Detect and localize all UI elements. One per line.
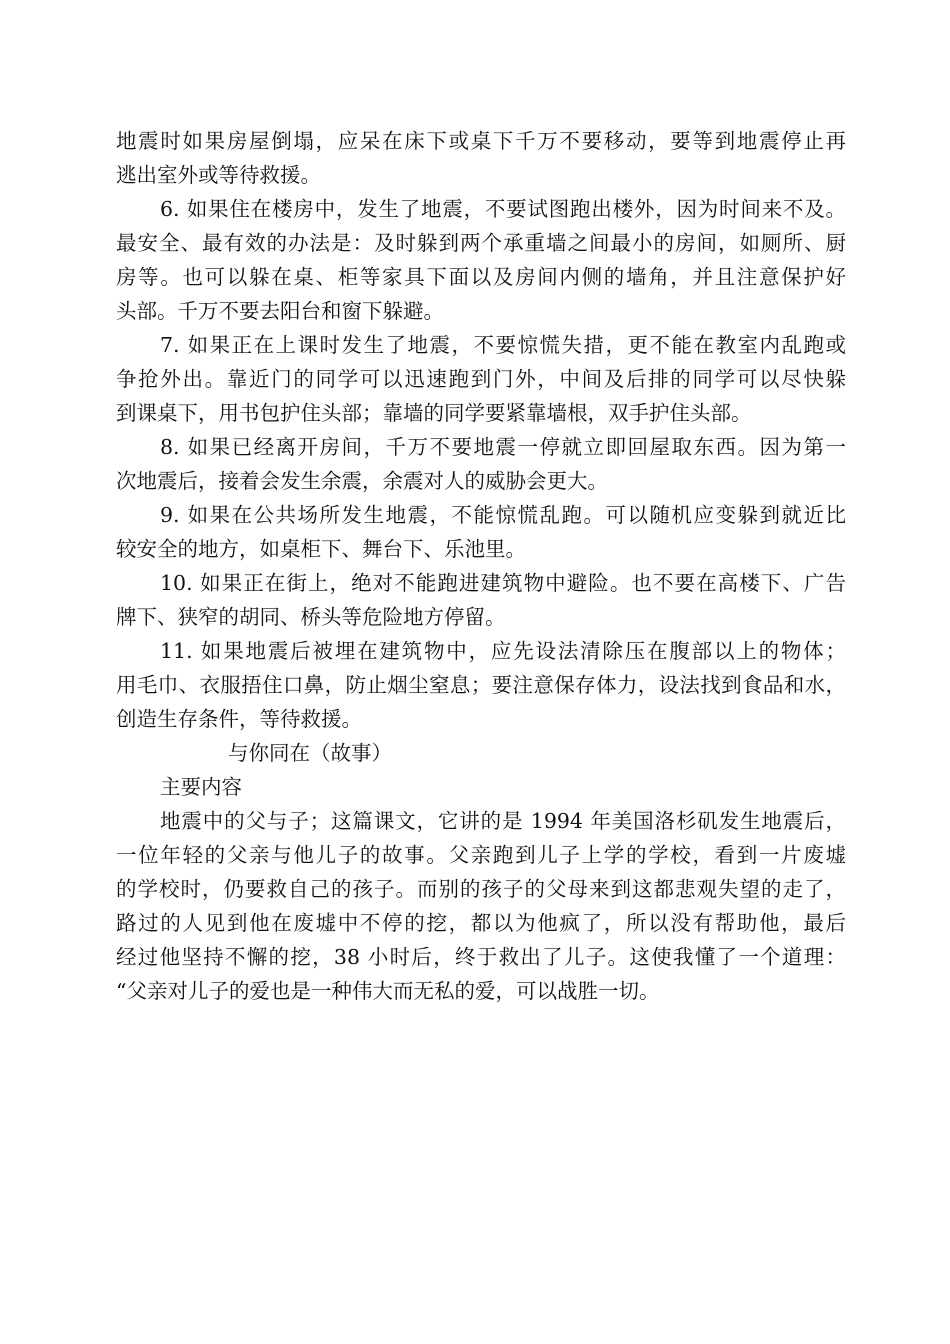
- paragraph-line: 一位年轻的父亲与他儿子的故事。父亲跑到儿子上学的学校，看到一片废墟: [116, 843, 846, 867]
- paragraph-line: 到课桌下，用书包护住头部；靠墙的同学要紧靠墙根，双手护住头部。: [116, 401, 752, 425]
- paragraph-line: 争抢外出。靠近门的同学可以迅速跑到门外，中间及后排的同学可以尽快躲: [116, 367, 846, 391]
- paragraph-line: 7. 如果正在上课时发生了地震，不要惊慌失措，更不能在教室内乱跑或: [160, 333, 846, 357]
- paragraph-line: 8. 如果已经离开房间，千万不要地震一停就立即回屋取东西。因为第一: [160, 435, 846, 459]
- document-body: [116, 124, 846, 1008]
- paragraph-line: 地震中的父与子；这篇课文，它讲的是 1994 年美国洛杉矶发生地震后，: [160, 809, 846, 833]
- paragraph-line: 头部。千万不要去阳台和窗下躲避。: [116, 299, 444, 323]
- paragraph-line: 创造生存条件，等待救援。: [116, 707, 362, 731]
- section-heading: 主要内容: [160, 775, 242, 799]
- paragraph-line: 房等。也可以躲在桌、柜等家具下面以及房间内侧的墙角，并且注意保护好: [116, 265, 846, 289]
- paragraph-line: 11. 如果地震后被埋在建筑物中，应先设法清除压在腹部以上的物体；: [160, 639, 846, 663]
- story-heading: 与你同在（故事）: [228, 741, 392, 765]
- paragraph-line: 6. 如果住在楼房中，发生了地震，不要试图跑出楼外，因为时间来不及。: [160, 197, 846, 221]
- paragraph-line: 次地震后，接着会发生余震，余震对人的威胁会更大。: [116, 469, 608, 493]
- paragraph-line: 的学校时，仍要救自己的孩子。而别的孩子的父母来到这都悲观失望的走了，: [116, 877, 846, 901]
- paragraph-line: 地震时如果房屋倒塌，应呆在床下或桌下千万不要移动，要等到地震停止再: [116, 129, 846, 153]
- paragraph-line: 9. 如果在公共场所发生地震，不能惊慌乱跑。可以随机应变躲到就近比: [160, 503, 846, 527]
- paragraph-line: 经过他坚持不懈的挖，38 小时后，终于救出了儿子。这使我懂了一个道理：: [116, 945, 846, 969]
- paragraph-line: “父亲对儿子的爱也是一种伟大而无私的爱，可以战胜一切。: [116, 979, 660, 1003]
- paragraph-line: 最安全、最有效的办法是：及时躲到两个承重墙之间最小的房间，如厕所、厨: [116, 231, 846, 255]
- paragraph-line: 牌下、狭窄的胡同、桥头等危险地方停留。: [116, 605, 506, 629]
- paragraph-line: 用毛巾、衣服捂住口鼻，防止烟尘窒息；要注意保存体力，设法找到食品和水，: [116, 673, 846, 697]
- paragraph-line: 10. 如果正在街上，绝对不能跑进建筑物中避险。也不要在高楼下、广告: [160, 571, 846, 595]
- paragraph-line: 路过的人见到他在废墟中不停的挖，都以为他疯了，所以没有帮助他，最后: [116, 911, 846, 935]
- paragraph-line: 较安全的地方，如桌柜下、舞台下、乐池里。: [116, 537, 526, 561]
- paragraph-line: 逃出室外或等待救援。: [116, 163, 321, 187]
